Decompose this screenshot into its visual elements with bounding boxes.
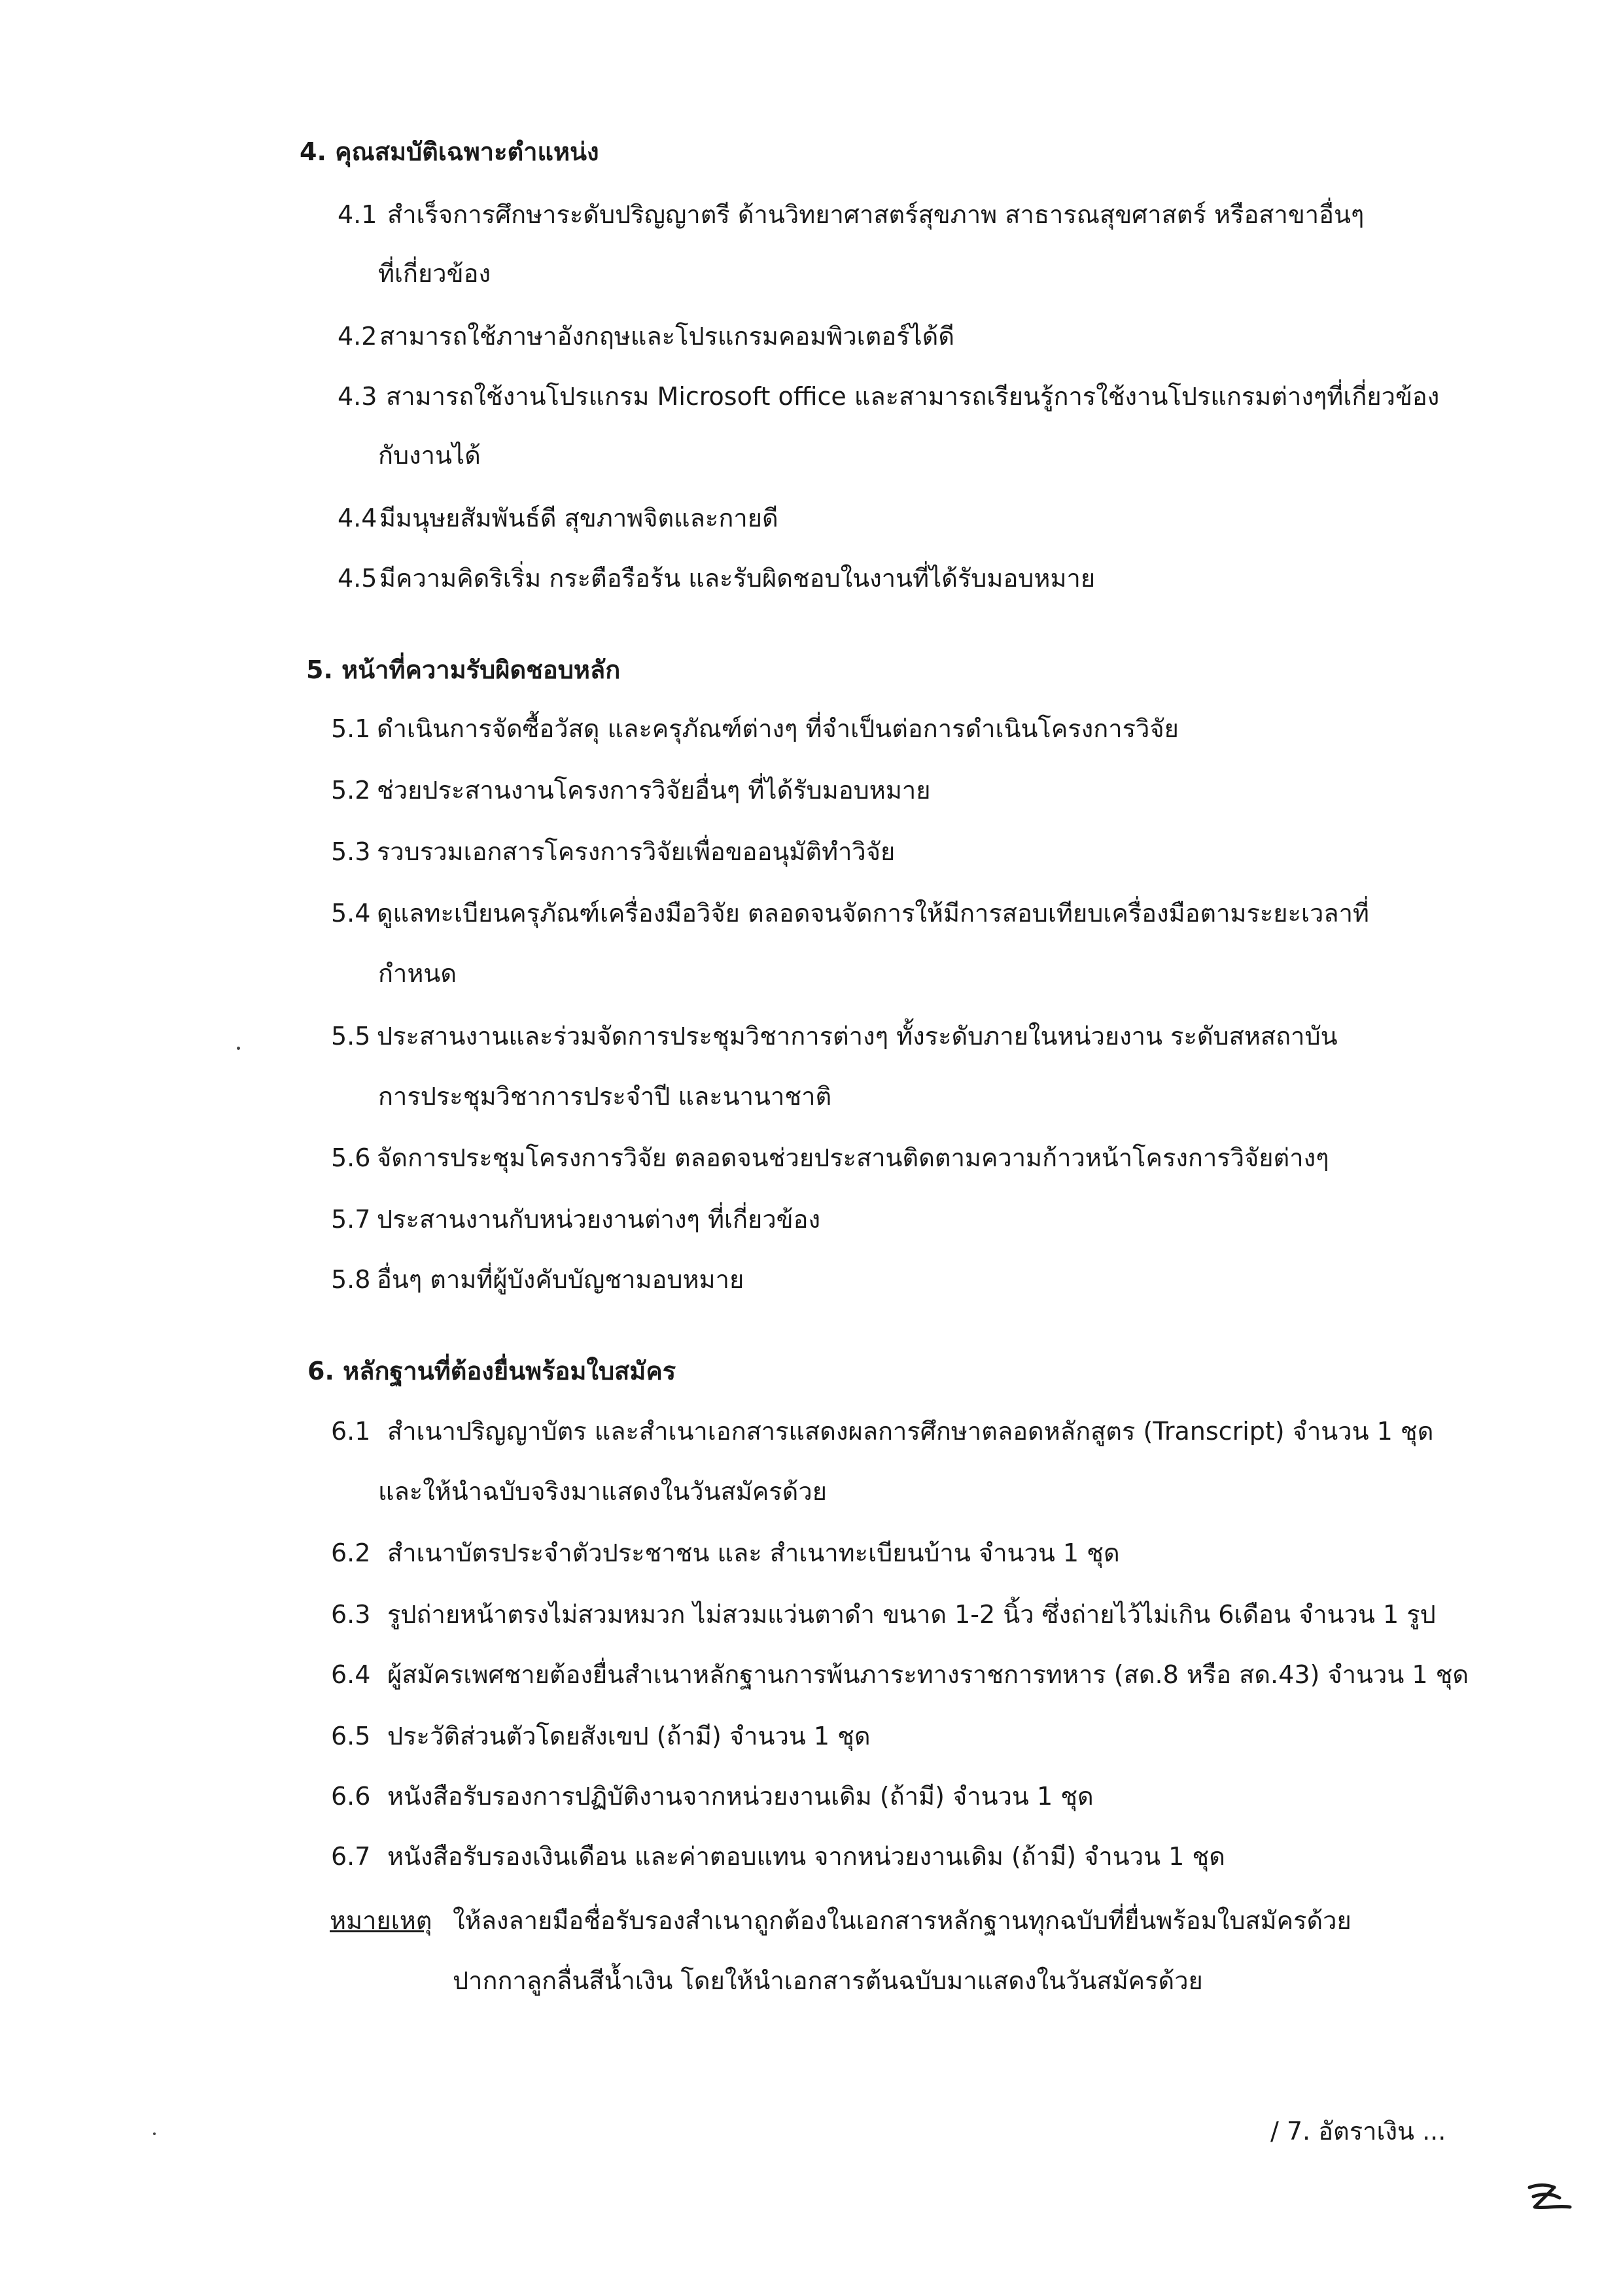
handwritten-initial-icon [1524, 2178, 1577, 2218]
item-6-6-number: 6.6 [331, 1782, 371, 1811]
item-6-4-text: ผู้สมัครเพศชายต้องยื่นสำเนาหลักฐานการพ้นภาระทางราชการทหาร (สด.8 หรือ สด.43) จำนวน 1 ชุด [387, 1660, 1469, 1689]
item-5-4-number: 5.4 [331, 899, 371, 928]
item-4-4-text: มีมนุษยสัมพันธ์ดี สุขภาพจิตและกายดี [379, 504, 778, 532]
item-5-6-text: จัดการประชุมโครงการวิจัย ตลอดจนช่วยประสานติดตามความก้าวหน้าโครงการวิจัยต่างๆ [377, 1143, 1329, 1172]
item-6-1-number: 6.1 [331, 1417, 371, 1446]
item-4-1-text: สำเร็จการศึกษาระดับปริญญาตรี ด้านวิทยาศาสตร์สุขภาพ สาธารณสุขศาสตร์ หรือสาขาอื่นๆ [387, 200, 1365, 229]
item-6-1-text: สำเนาปริญญาบัตร และสำเนาเอกสารแสดงผลการศึกษาตลอดหลักสูตร (Transcript) จำนวน 1 ชุด [387, 1417, 1434, 1446]
item-5-5-text: ประสานงานและร่วมจัดการประชุมวิชาการต่างๆ ทั้งระดับภายในหน่วยงาน ระดับสหสถาบัน [377, 1022, 1338, 1051]
item-5-7-number: 5.7 [331, 1205, 371, 1234]
section-4-heading: 4. คุณสมบัติเฉพาะตำแหน่ง [300, 137, 599, 166]
stray-dot [237, 1047, 240, 1050]
item-6-2-number: 6.2 [331, 1539, 371, 1567]
item-6-3-text: รูปถ่ายหน้าตรงไม่สวมหมวก ไม่สวมแว่นตาดำ ขนาด 1-2 นิ้ว ซึ่งถ่ายไว้ไม่เกิน 6เดือน จำนวน 1 รูป [387, 1600, 1436, 1629]
item-5-7-text: ประสานงานกับหน่วยงานต่างๆ ที่เกี่ยวข้อง [377, 1205, 821, 1234]
item-5-4-text: ดูแลทะเบียนครุภัณฑ์เครื่องมือวิจัย ตลอดจนจัดการให้มีการสอบเทียบเครื่องมือตามระยะเวลาที่ [377, 899, 1369, 928]
item-4-2-text: สามารถใช้ภาษาอังกฤษและโปรแกรมคอมพิวเตอร์ได้ดี [379, 322, 955, 351]
item-5-5-text-cont: การประชุมวิชาการประจำปี และนานาชาติ [378, 1082, 832, 1111]
stray-dot-bottom [153, 2132, 156, 2135]
item-6-7-text: หนังสือรับรองเงินเดือน และค่าตอบแทน จากหน่วยงานเดิม (ถ้ามี) จำนวน 1 ชุด [387, 1842, 1225, 1871]
item-6-1-text-cont: และให้นำฉบับจริงมาแสดงในวันสมัครด้วย [378, 1477, 827, 1506]
item-5-5-number: 5.5 [331, 1022, 371, 1051]
item-6-3-number: 6.3 [331, 1600, 371, 1629]
item-4-3-number: 4.3 [338, 382, 377, 411]
note-text-cont: ปากกาลูกลื่นสีน้ำเงิน โดยให้นำเอกสารต้นฉบับมาแสดงในวันสมัครด้วย [453, 1966, 1203, 1995]
item-6-5-number: 6.5 [331, 1722, 371, 1750]
item-6-2-text: สำเนาบัตรประจำตัวประชาชน และ สำเนาทะเบียนบ้าน จำนวน 1 ชุด [387, 1539, 1120, 1567]
item-4-1-number: 4.1 [338, 200, 377, 229]
item-5-4-text-cont: กำหนด [378, 959, 457, 988]
item-4-5-number: 4.5 [338, 564, 377, 593]
item-5-8-number: 5.8 [331, 1265, 371, 1294]
item-5-1-number: 5.1 [331, 714, 371, 743]
item-6-7-number: 6.7 [331, 1842, 371, 1871]
item-5-2-number: 5.2 [331, 776, 371, 805]
item-4-5-text: มีความคิดริเริ่ม กระตือรือร้น และรับผิดชอบในงานที่ได้รับมอบหมาย [379, 564, 1096, 593]
item-5-1-text: ดำเนินการจัดซื้อวัสดุ และครุภัณฑ์ต่างๆ ที่จำเป็นต่อการดำเนินโครงการวิจัย [377, 714, 1179, 743]
item-4-2-number: 4.2 [338, 322, 377, 351]
note-text: ให้ลงลายมือชื่อรับรองสำเนาถูกต้องในเอกสารหลักฐานทุกฉบับที่ยื่นพร้อมใบสมัครด้วย [453, 1906, 1352, 1935]
section-5-heading: 5. หน้าที่ความรับผิดชอบหลัก [306, 655, 621, 684]
note-label: หมายเหตุ [330, 1906, 432, 1935]
item-4-3-text: สามารถใช้งานโปรแกรม Microsoft office และสามารถเรียนรู้การใช้งานโปรแกรมต่างๆที่เกี่ยวข้อง [386, 382, 1440, 411]
item-6-6-text: หนังสือรับรองการปฏิบัติงานจากหน่วยงานเดิม (ถ้ามี) จำนวน 1 ชุด [387, 1782, 1094, 1811]
item-5-3-number: 5.3 [331, 837, 371, 866]
item-5-8-text: อื่นๆ ตามที่ผู้บังคับบัญชามอบหมาย [377, 1265, 744, 1294]
item-4-4-number: 4.4 [338, 504, 377, 532]
item-5-2-text: ช่วยประสานงานโครงการวิจัยอื่นๆ ที่ได้รับมอบหมาย [377, 776, 931, 805]
continuation-text: / 7. อัตราเงิน ... [1270, 2117, 1446, 2146]
item-5-6-number: 5.6 [331, 1143, 371, 1172]
item-6-4-number: 6.4 [331, 1660, 371, 1689]
item-4-3-text-cont: กับงานได้ [378, 441, 481, 470]
item-5-3-text: รวบรวมเอกสารโครงการวิจัยเพื่อขออนุมัติทำวิจัย [377, 837, 896, 866]
item-6-5-text: ประวัติส่วนตัวโดยสังเขป (ถ้ามี) จำนวน 1 ชุด [387, 1722, 871, 1750]
item-4-1-text-cont: ที่เกี่ยวข้อง [378, 259, 491, 288]
section-6-heading: 6. หลักฐานที่ต้องยื่นพร้อมใบสมัคร [307, 1357, 676, 1385]
